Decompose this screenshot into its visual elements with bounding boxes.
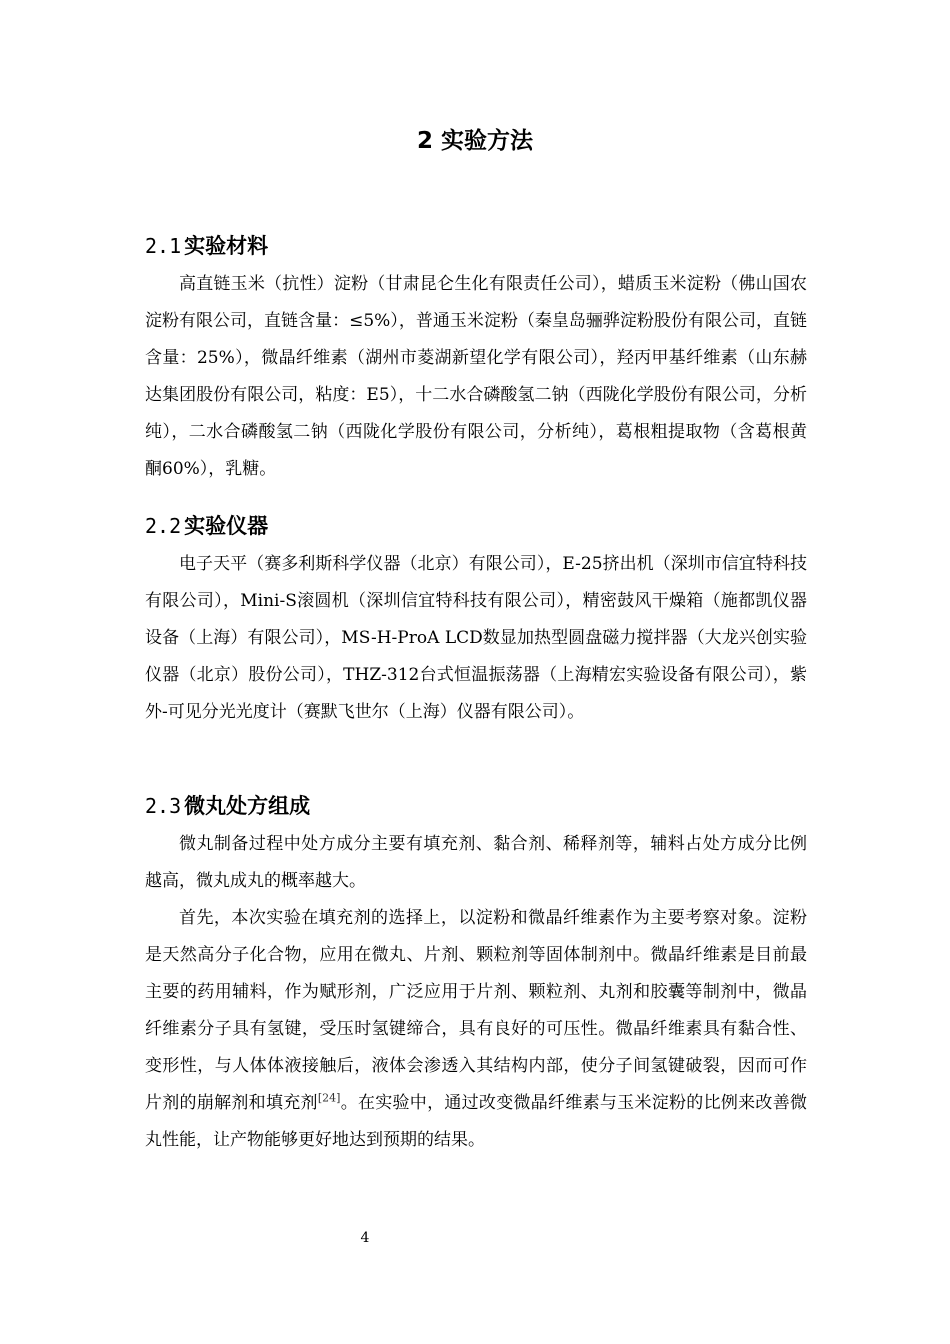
section-title: 实验仪器 — [184, 514, 269, 538]
page-number: 4 — [360, 1230, 370, 1246]
citation-reference: [24] — [317, 1091, 341, 1105]
section-materials — [145, 229, 807, 488]
section-title: 微丸处方组成 — [184, 794, 311, 818]
section-number: 2.2 — [145, 514, 182, 538]
section-number: 2.1 — [145, 234, 182, 258]
section-heading — [145, 789, 807, 823]
chapter-title: 2 实验方法 — [416, 128, 533, 154]
section-number: 2.3 — [145, 794, 182, 818]
section-formulation — [145, 789, 807, 1159]
body-paragraph: 高直链玉米（抗性）淀粉（甘肃昆仑生化有限责任公司），蜡质玉米淀粉（佛山国农淀粉有限公司，直链含量：≤5%），普通玉米淀粉（秦皇岛骊骅淀粉股份有限公司，直链含量：25%），微晶纤维素（湖州市菱湖新望化学有限公司），羟丙甲基纤维素（山东赫达集团股份有限公司，粘度：E5），十二水合磷酸氢二钠（西陇化学股份有限公司，分析纯），二水合磷酸氢二钠（西陇化学股份有限公司，分析纯），葛根粗提取物（含葛根黄酮60%），乳糖。 — [145, 274, 807, 479]
paragraph-text: 。在实验中，通过改变微晶纤维素与玉米淀粉的比例来改善微丸性能，让产物能够更好地达到预期的结果。 — [145, 1093, 807, 1150]
section-instruments — [145, 509, 807, 731]
body-paragraph: 电子天平（赛多利斯科学仪器（北京）有限公司），E-25挤出机（深圳市信宜特科技有限公司），Mini-S滚圆机（深圳信宜特科技有限公司），精密鼓风干燥箱（施都凯仪器设备（上海）有限公司），MS-H-ProA LCD数显加热型圆盘磁力搅拌器（大龙兴创实验仪器（北京）股份公司），THZ-312台式恒温振荡器（上海精宏实验设备有限公司），紫外-可见分光光度计（赛默飞世尔（上海）仪器有限公司）。 — [145, 554, 807, 722]
body-paragraph: 微丸制备过程中处方成分主要有填充剂、黏合剂、稀释剂等，辅料占处方成分比例越高，微丸成丸的概率越大。 — [145, 834, 807, 891]
paragraph-text: 首先，本次实验在填充剂的选择上，以淀粉和微晶纤维素作为主要考察对象。淀粉是天然高分子化合物，应用在微丸、片剂、颗粒剂等固体制剂中。微晶纤维素是目前最主要的药用辅料，作为赋形剂，广泛应用于片剂、颗粒剂、丸剂和胶囊等制剂中，微晶纤维素分子具有氢键，受压时氢键缔合，具有良好的可压性。微晶纤维素具有黏合性、变形性，与人体体液接触后，液体会渗透入其结构内部，使分子间氢键破裂，因而可作片剂的崩解剂和填充剂 — [145, 908, 807, 1113]
body-paragraph — [145, 900, 807, 1159]
section-heading — [145, 509, 807, 543]
section-heading — [145, 229, 807, 263]
section-title: 实验材料 — [184, 234, 269, 258]
